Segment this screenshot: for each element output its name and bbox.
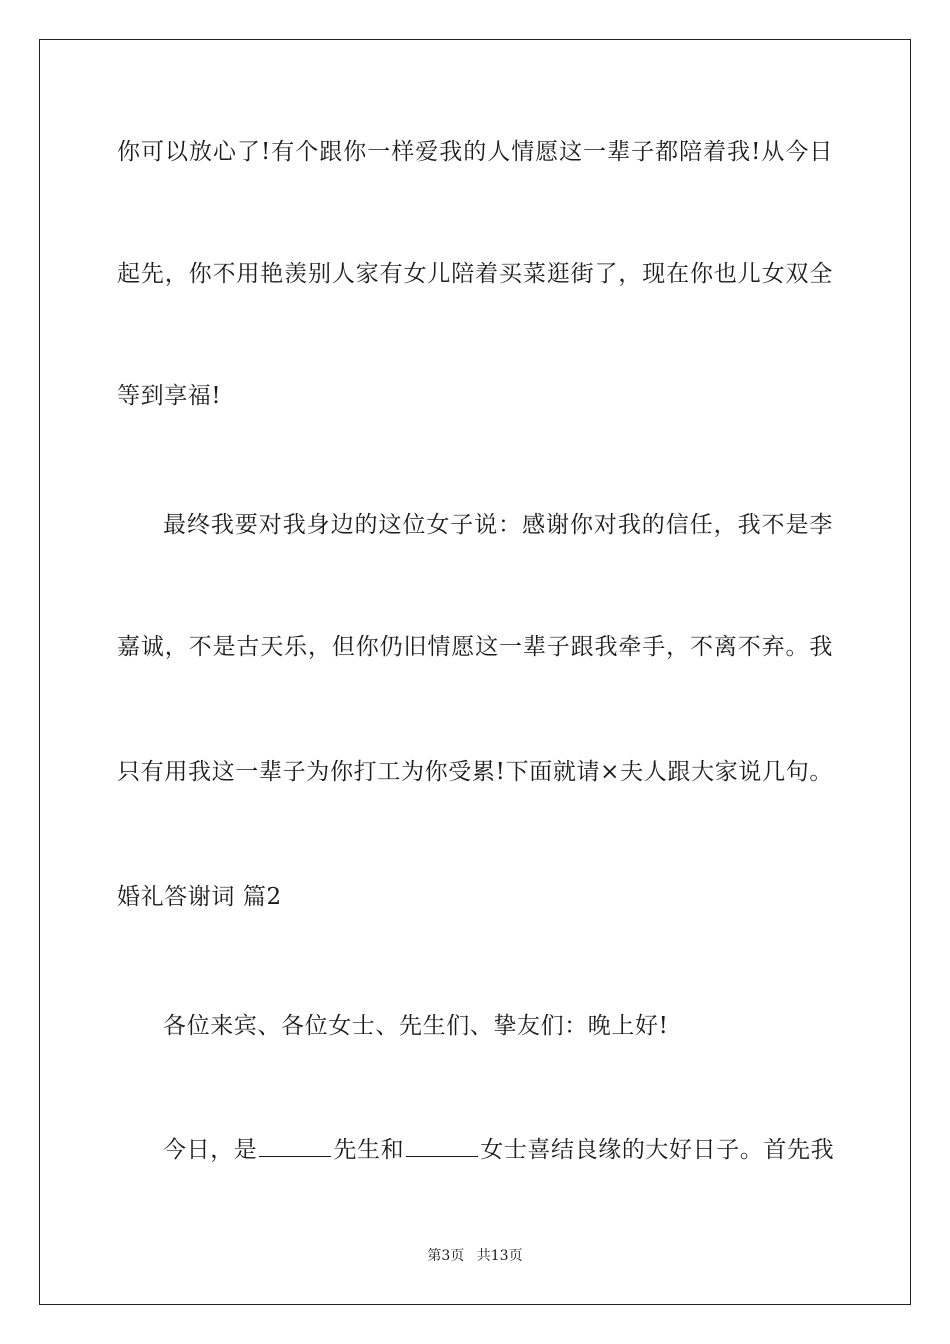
paragraph-line-6: 只有用我这一辈子为你打工为你受累!下面就请×夫人跟大家说几句。 (117, 759, 833, 785)
greeting-line: 各位来宾、各位女士、先生们、挚友们：晚上好! (163, 1013, 669, 1039)
page-number: 第3页 (427, 1248, 465, 1264)
section-heading: 婚礼答谢词 篇2 (117, 884, 282, 910)
text-segment: 女士喜结良缘的大好日子。首先我 (480, 1137, 835, 1163)
blank-underline (259, 1134, 331, 1157)
page-frame (39, 39, 911, 1305)
page-footer (0, 1247, 950, 1265)
blank-underline (406, 1134, 478, 1157)
paragraph-line-3: 等到享福! (117, 383, 222, 409)
paragraph-line-1: 你可以放心了!有个跟你一样爱我的人情愿这一辈子都陪着我!从今日 (117, 139, 833, 165)
text-segment: 先生和 (333, 1137, 405, 1163)
paragraph-line-4: 最终我要对我身边的这位女子说：感谢你对我的信任，我不是李 (163, 512, 833, 538)
paragraph-line-last (163, 1134, 833, 1165)
page-total: 共13页 (476, 1248, 523, 1264)
paragraph-line-5: 嘉诚，不是古天乐，但你仍旧情愿这一辈子跟我牵手，不离不弃。我 (117, 634, 833, 660)
paragraph-line-2: 起先，你不用艳羡别人家有女儿陪着买菜逛街了，现在你也儿女双全 (117, 261, 833, 287)
text-segment: 今日，是 (163, 1137, 258, 1163)
